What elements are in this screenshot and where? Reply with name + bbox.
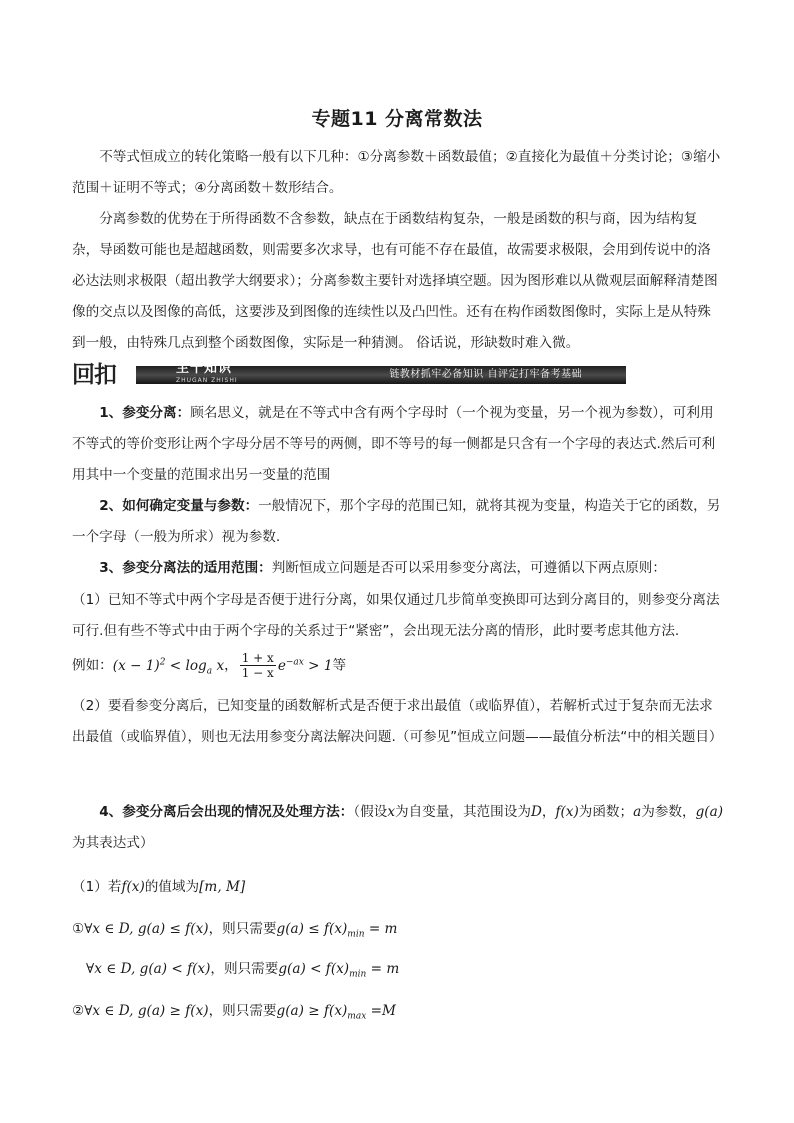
example-fraction: $\frac{1 + x}{1 - x}$: [241, 651, 274, 681]
rule-2-condition: ∀x ∈ D, g(a) ≥ f(x): [84, 1003, 209, 1019]
rule-1-need: ，则只需要: [208, 921, 277, 937]
example-formula-2: $e^{-ax} > 1$: [277, 657, 333, 674]
example-line: 例如：$(x - 1)^2 < \log_a x$， $\frac{1 + x}{1 - x}$ $e^{-ax} > 1$等: [72, 651, 347, 681]
example-formula-1: $(x - 1)^2 < \log_a x$: [112, 657, 225, 677]
banner-pinyin: ZHUGAN ZHISHI: [176, 377, 238, 384]
section-3-point-1: （1）已知不等式中两个字母是否便于进行分离，如果仅通过几步简单变换即可达到分离目的，则参变分离法可行.但有些不等式中由于两个字母的关系过于“紧密”，会出现无法分离的情形，此时要考虑其他方法.: [72, 592, 720, 639]
section-4-text-c: ，: [541, 804, 556, 820]
rule-1b-condition: ∀x ∈ D, g(a) < f(x): [86, 961, 211, 977]
example-prefix: 例如：: [72, 657, 113, 674]
section-2: [72, 491, 724, 553]
math-fx: f(x): [555, 804, 579, 820]
section-4-text-e: 为参数，: [641, 804, 696, 820]
section-4-text-a: （假设: [353, 804, 388, 820]
rule-1b-result: $g(a) < f(x)_{min} = m$: [278, 961, 400, 980]
case-1-text-a: （1）若: [72, 879, 122, 895]
section-3-label: 3、参变分离法的适用范围：: [99, 560, 272, 576]
intro-paragraph-2: 分离参数的优势在于所得函数不含参数，缺点在于函数结构复杂，一般是函数的积与商，因为结构复杂，导函数可能也是超越函数，则需要多次求导，也有可能不存在最值，故需要求极限，会用到传说中的洛必达法则求极限（超出教学大纲要求）；分离参数主要针对选择填空题。因为图形难以从微观层面解释清楚图像的交点以及图像的高低，这要涉及到图像的连续性以及凸凹性。还有在构作函数图像时，实际上是从特殊到一般，由特殊几点到整个函数图像，实际是一种猜测。 俗话说，形缺数时难入微。: [72, 211, 718, 351]
math-x: x: [387, 804, 395, 820]
page-title: 专题11 分离常数法: [311, 108, 483, 130]
section-3-text: 判断恒成立问题是否可以采用参变分离法，可遵循以下两点原则：: [271, 560, 666, 576]
banner-slogan: 链教材抓牢必备知识 自评定打牢备考基础: [389, 369, 582, 380]
case-1-heading: [72, 872, 245, 902]
banner-heading: 回扣: [72, 362, 122, 388]
case-1-range: [m, M]: [199, 879, 246, 895]
math-ga: g(a): [695, 804, 724, 820]
rule-1-condition: ∀x ∈ D, g(a) ≤ f(x): [84, 921, 209, 937]
section-1-label: 1、参变分离：: [99, 405, 191, 421]
section-1-text: 顾名思义，就是在不等式中含有两个字母时（一个视为变量，另一个视为参数），可利用不等式的等价变形让两个字母分居不等号的两侧，即不等号的每一侧都是只含有一个字母的表达式.然后可利用其中一个变量的范围求出另一变量的范围: [72, 405, 716, 483]
section-banner: [72, 362, 626, 388]
rule-1-result: $g(a) \le f(x)_{min} = m$: [276, 921, 398, 940]
rule-1b-need: ，则只需要: [210, 961, 279, 977]
rule-2: ②∀x ∈ D, g(a) ≥ f(x)，则只需要$g(a) \ge f(x)_{max} =M$: [72, 1003, 396, 1022]
section-1: [72, 398, 724, 491]
rule-1: ①∀x ∈ D, g(a) ≤ f(x)，则只需要$g(a) \le f(x)_{min} = m$: [72, 921, 398, 940]
section-3: [72, 553, 724, 584]
rule-2-need: ，则只需要: [208, 1003, 277, 1019]
case-1-fx: f(x): [121, 879, 145, 895]
section-2-text: 一般情况下，那个字母的范围已知，就将其视为变量，构造关于它的函数，另一个字母（一般为所求）视为参数.: [72, 498, 721, 545]
rule-1b: [86, 954, 399, 990]
math-d: D: [530, 804, 542, 820]
banner-subheading: 主干知识: [176, 361, 233, 376]
case-1-text-b: 的值域为: [144, 879, 200, 895]
intro-paragraph-1: 不等式恒成立的转化策略一般有以下几种：①分离参数＋函数最值；②直接化为最值＋分类讨论；③缩小范围＋证明不等式；④分离函数＋数形结合。: [72, 149, 721, 196]
section-4-label: 4、参变分离后会出现的情况及处理方法：: [99, 804, 354, 820]
math-a: a: [633, 804, 642, 820]
rule-2-result: $g(a) \ge f(x)_{max} =M$: [276, 1003, 396, 1022]
section-4: [72, 797, 724, 859]
section-4-text-b: 为自变量，其范围设为: [395, 804, 531, 820]
section-4-text-d: 为函数；: [578, 804, 634, 820]
section-3-point-2: （2）要看参变分离后，已知变量的函数解析式是否便于求出最值（或临界值），若解析式过于复杂而无法求出最值（或临界值），则也无法用参变分离法解决问题.（可参见”恒成立问题——最值分析法“中的相关题目）: [72, 698, 723, 745]
section-2-label: 2、如何确定变量与参数：: [99, 498, 259, 514]
section-4-text-f: 为其表达式）: [72, 835, 154, 851]
example-suffix: 等: [332, 657, 347, 674]
